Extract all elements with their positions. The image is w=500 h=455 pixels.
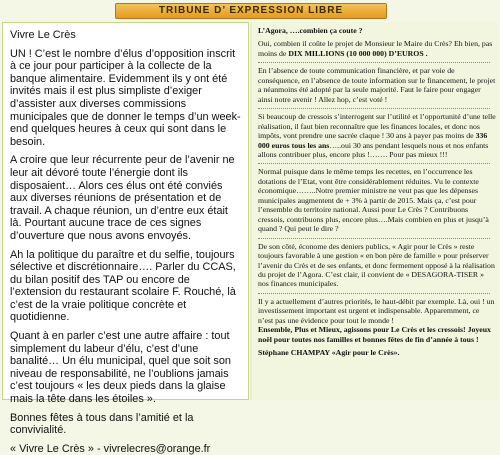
- right-title-text: L’Agora, ….combien ça coute ?: [258, 26, 363, 35]
- left-paragraph-1: UN ! C’est le nombre d’élus d’opposition inscrit à ce jour pour participer à la collecte de la banque alimentaire. Evidemment ils y ont été invités mais il est plus simpliste d’exiger d’assister aux diverses commissions municipales que de donner le temps d’un week-end quelques heures à ceux qui sont dans le besoin.: [10, 47, 241, 148]
- right-paragraph-4: Normal puisque dans le même temps les recettes, en l’occurrence les dotations de l’Etat, vont être considérablement réduites. Vu le contexte économique……..Notre premier ministre ne veut pas que les dépenses municipales augmentent de + 3% à partir de 2015. Mais ça, c’est pour l’ensemble du territoire national. Aussi pour Le Crès ? Contribuons cressois, contribuons plus, encore plus….Mais combien en plus et jusqu’à quand ? Qui peut le dire ?: [258, 167, 489, 234]
- divider-rule: [258, 293, 490, 294]
- left-paragraph-3: Ah la politique du paraître et du selfie, toujours sélective et discrétionnaire…. Parler du CCAS, du bilan positif des TAP ou encore de l’extension du restaurant scolaire F. Rouché, là c’est de la vraie politique concrète et quotidienne.: [10, 248, 236, 324]
- right-paragraph-6-text: Il y a actuellement d’autres priorités, le haut-débit par exemple. Là, oui ! un investissement important est urgent et indispensable. Apparemment, ce n’est pas une évidence pour tout le monde !: [258, 296, 495, 325]
- left-paragraph-5: Bonnes fêtes à tous dans l’amitié et la convivialité.: [10, 411, 194, 437]
- right-intro: [258, 39, 496, 58]
- left-heading: Vivre Le Crès: [10, 29, 76, 41]
- left-paragraph-2: A croire que leur récurrente peur de l’avenir ne leur ait dévoré toute l’énergie dont ils disposaient… Alors ces élus ont été conviés aux diverses réunions de présentation et de travail. A chaque réunion, un d’entre eux était là. Pourtant aucune trace de ces signes d’ouverture que nous avons envoyés.: [10, 154, 235, 242]
- left-column-vivre-le-cres: [2, 22, 249, 455]
- right-signature: [258, 348, 496, 357]
- divider-rule: [258, 62, 490, 63]
- right-paragraph-6: [258, 297, 496, 344]
- right-paragraph-5: De son côté, économe des deniers publics, « Agir pour le Crès » reste toujours favorable à une gestion « en bon père de famille » pour préserver l’avenir du Crès et de ses enfants, et donc fermement opposé à la réalisation du projet de l’Agora. C’est clair, il convient de « DESAGORA-TISER » nos finances municipales.: [258, 241, 495, 289]
- right-intro-amount: DIX MILLIONS (10 000 000) D’EUROS .: [288, 48, 428, 58]
- divider-rule: [258, 238, 490, 239]
- right-paragraph-6-bold: Ensemble, Plus et Mieux, agissons pour Le Crès et les cressois! Joyeux noël pour toutes nos familles et bonnes fêtes de fin d’année à tous !: [258, 325, 491, 344]
- right-intro-text: Oui, combien il coûte le projet de Monsieur le Maire du Crès? Eh bien, pas moins de: [258, 39, 493, 58]
- section-banner: [115, 3, 387, 19]
- column-divider: [250, 22, 252, 400]
- divider-rule: [258, 108, 490, 109]
- right-paragraph-3-start: Si beaucoup de cressois s’interrogent sur l’utilité et l’opportunité d’une telle réalisation, il faut bien reconnaître que les finances locales, et donc nos impôts, vont prendre une sacrée claque ! 30 ans à payer pas moins de: [258, 112, 496, 141]
- left-paragraph-4: Quant à en parler c’est une autre affaire : tout simplement du labeur d’élu, c’est d’une banalité… Un élu municipal, quel que soit son niveau de responsabilité, ne l’oublions jamais c’est toujours « les deux pieds dans la glaise mais la tête dans les étoiles ».: [10, 330, 231, 406]
- right-signature-text: Stéphane CHAMPAY «Agir pour le Crès».: [258, 348, 400, 358]
- left-signature: « Vivre Le Crès » - vivrelecres@orange.fr: [10, 442, 211, 455]
- divider-rule: [258, 163, 490, 164]
- right-paragraph-3-amount: 336 000 euros tous les ans: [258, 131, 488, 150]
- right-paragraph-3-end: …..oui 30 ans pendant lesquels nous et nos enfants allons contribuer plus, encore plus !……. Pour pas mieux !!!: [258, 140, 489, 159]
- banner-title: TRIBUNE D’ EXPRESSION LIBRE: [158, 5, 344, 16]
- right-paragraph-2: En l’absence de toute communication financière, et par voie de conséquence, en l’absence de toute information sur le financement, le projet a néanmoins été adopté par la seule majorité. Faut le faire pour engager ainsi notre avenir ! Allez hop, c’est voté !: [258, 66, 496, 104]
- right-column-agir-pour-le-cres: [253, 22, 498, 400]
- right-paragraph-3: [258, 112, 496, 159]
- right-title: [258, 26, 496, 35]
